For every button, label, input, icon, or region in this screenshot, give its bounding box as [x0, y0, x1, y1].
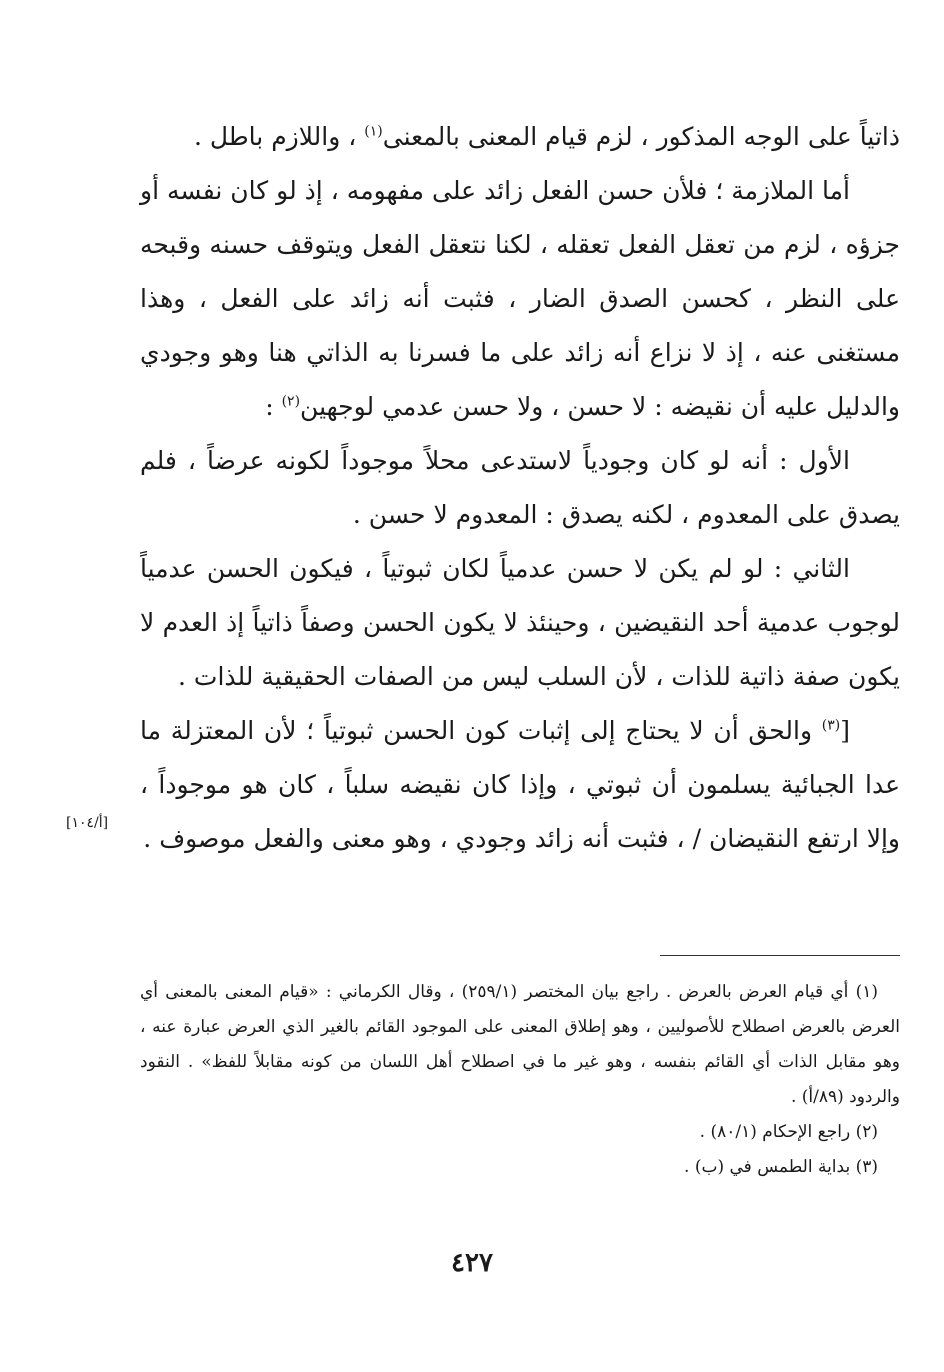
footnote-marker-3: (٣): [821, 717, 841, 734]
footnotes-section: [140, 975, 900, 1185]
paragraph-tail: ، واللازم باطل .: [193, 122, 365, 151]
footnote-marker-2: (٢): [281, 393, 301, 410]
paragraph-4: [140, 542, 900, 704]
paragraph-tail: :: [265, 392, 282, 421]
paragraph-text: الأول : أنه لو كان وجودياً لاستدعى محلاً موجوداً لكونه عرضاً ، فلم يصدق على المعدوم ، لكنه يصدق : المعدوم لا حسن .: [140, 446, 900, 529]
footnote-1: (١) أي قيام العرض بالعرض . راجع بيان المختصر (٢٥٩/١) ، وقال الكرماني : «قيام المعنى بالمعنى أي العرض بالعرض اصطلاح للأصوليين ، وهو إطلاق المعنى على الموجود القائم بالغير الذي العرض عبارة عنه ، وهو مقابل الذات أي القائم بنفسه ، وهو غير ما في اصطلاح أهل اللسان من كونه مقابلاً للفظ» . النقود والردود (٨٩/أ) .: [140, 982, 900, 1107]
paragraph-text: [: [840, 716, 850, 745]
page-number: ٤٢٧: [451, 1248, 493, 1278]
paragraph-text: الثاني : لو لم يكن لا حسن عدمياً لكان ثبوتياً ، فيكون الحسن عدمياً لوجوب عدمية أحد النقيضين ، وحينئذ لا يكون الحسن وصفاً ذاتياً إذ العدم لا يكون صفة ذاتية للذات ، لأن السلب ليس من الصفات الحقيقية للذات .: [140, 554, 900, 691]
footnote-2: (٢) راجع الإحكام (٨٠/١) .: [699, 1122, 878, 1142]
paragraph-text: ذاتياً على الوجه المذكور ، لزم قيام المعنى بالمعنى: [382, 122, 900, 151]
footnote-marker-1: (١): [364, 123, 383, 140]
paragraph-5: [140, 704, 900, 866]
paragraph-1: [140, 110, 900, 164]
footnote-divider: [660, 955, 900, 956]
footnote-3: (٣) بداية الطمس في (ب) .: [684, 1157, 878, 1177]
paragraph-text: أما الملازمة ؛ فلأن حسن الفعل زائد على مفهومه ، إذ لو كان نفسه أو جزؤه ، لزم من تعقل الفعل تعقله ، لكنا نتعقل الفعل ويتوقف حسنه وقبحه على النظر ، كحسن الصدق الضار ، فثبت أنه زائد على الفعل ، وهذا مستغنى عنه ، إذ لا نزاع أنه زائد على ما فسرنا به الذاتي هنا وهو وجودي والدليل عليه أن نقيضه : لا حسن ، ولا حسن عدمي لوجهين: [140, 176, 900, 421]
manuscript-folio-note: [أ/١٠٤]: [66, 815, 109, 831]
paragraph-tail: والحق أن لا يحتاج إلى إثبات كون الحسن ثبوتياً ؛ لأن المعتزلة ما عدا الجبائية يسلمون أن ثبوتي ، وإذا كان نقيضه سلباً ، كان هو موجوداً ، وإلا ارتفع النقيضان / ، فثبت أنه زائد وجودي ، وهو معنى والفعل موصوف .: [140, 716, 900, 853]
paragraph-2: [140, 164, 900, 434]
paragraph-3: [140, 434, 900, 542]
main-text-body: [140, 110, 900, 866]
